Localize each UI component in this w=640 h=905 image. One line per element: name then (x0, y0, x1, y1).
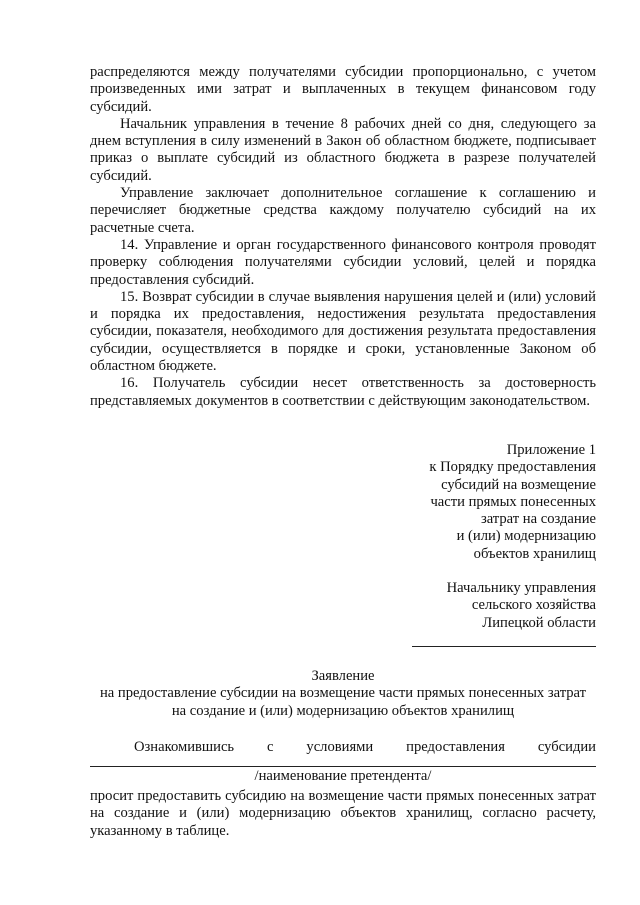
statement-title-block (90, 668, 596, 720)
paragraph-16-responsibility: 16. Получатель субсидии несет ответственность за достоверность представляемых документов в соответствии с действующим законодательством. (90, 375, 596, 409)
appendix-line: и (или) модернизацию (456, 528, 596, 545)
acquaint-word: условиями (306, 739, 374, 755)
addressee-line: Липецкой области (482, 614, 596, 631)
request-paragraph: просит предоставить субсидию на возмещение части прямых понесенных затрат на создание и (или) модернизацию объектов хранилищ, согласно расчету, указанному в таблице. (90, 788, 596, 839)
acquaint-line (134, 739, 596, 756)
appendix-line: затрат на создание (480, 511, 596, 528)
addressee-line: Начальнику управления (446, 580, 596, 596)
addressee-blank-line (412, 646, 596, 647)
request-block (90, 788, 596, 840)
applicant-name-blank-line (90, 766, 596, 767)
applicant-name-hint: /наименование претендента/ (254, 768, 432, 784)
acquaint-word: субсидии (537, 739, 596, 755)
paragraph-15-refund: 15. Возврат субсидии в случае выявления нарушения целей и (или) условий и порядка их предоставления, недостижения результата предоставления субсидии, показателя, необходимого для достижения результата предоставления субсидии, осуществляется в порядке и сроки, установленные Законом об областном бюджете. (90, 288, 596, 375)
addressee-line: сельского хозяйства (471, 597, 596, 614)
appendix-header (336, 442, 596, 563)
appendix-line: Приложение 1 (506, 442, 596, 458)
appendix-line: объектов хранилищ (473, 545, 596, 562)
paragraph-continuation: распределяются между получателями субсидии пропорционально, с учетом произведенных ими затрат и выплаченных в текущем финансовом году субсидий. (90, 64, 596, 115)
acquaint-word: Ознакомившись (134, 739, 235, 755)
acquaint-word: с (267, 739, 274, 755)
acquaint-word: предоставления (406, 739, 505, 755)
statement-subtitle-line: на предоставление субсидии на возмещение части прямых понесенных затрат (99, 685, 587, 702)
appendix-line: к Порядку предоставления (429, 459, 596, 476)
statement-title: Заявление (311, 668, 375, 684)
paragraph-14-control: 14. Управление и орган государственного финансового контроля проводят проверку соблюдения получателями субсидии условий, целей и порядка предоставления субсидий. (90, 236, 596, 288)
appendix-line: субсидий на возмещение (441, 476, 596, 493)
addressee-block (336, 580, 596, 632)
statement-subtitle-line: на создание и (или) модернизацию объектов хранилищ (171, 702, 515, 719)
paragraph-additional-agreement: Управление заключает дополнительное соглашение к соглашению и перечисляет бюджетные средства каждому получателю субсидий на их расчетные счета. (90, 185, 596, 236)
appendix-line: части прямых понесенных (430, 493, 596, 510)
paragraph-head-order: Начальник управления в течение 8 рабочих дней со дня, следующего за днем вступления в силу изменений в Закон об областном бюджете, подписывает приказ о выплате субсидий из областного бюджета в разрезе получателей субсидий. (90, 115, 596, 184)
body-text (90, 64, 596, 410)
